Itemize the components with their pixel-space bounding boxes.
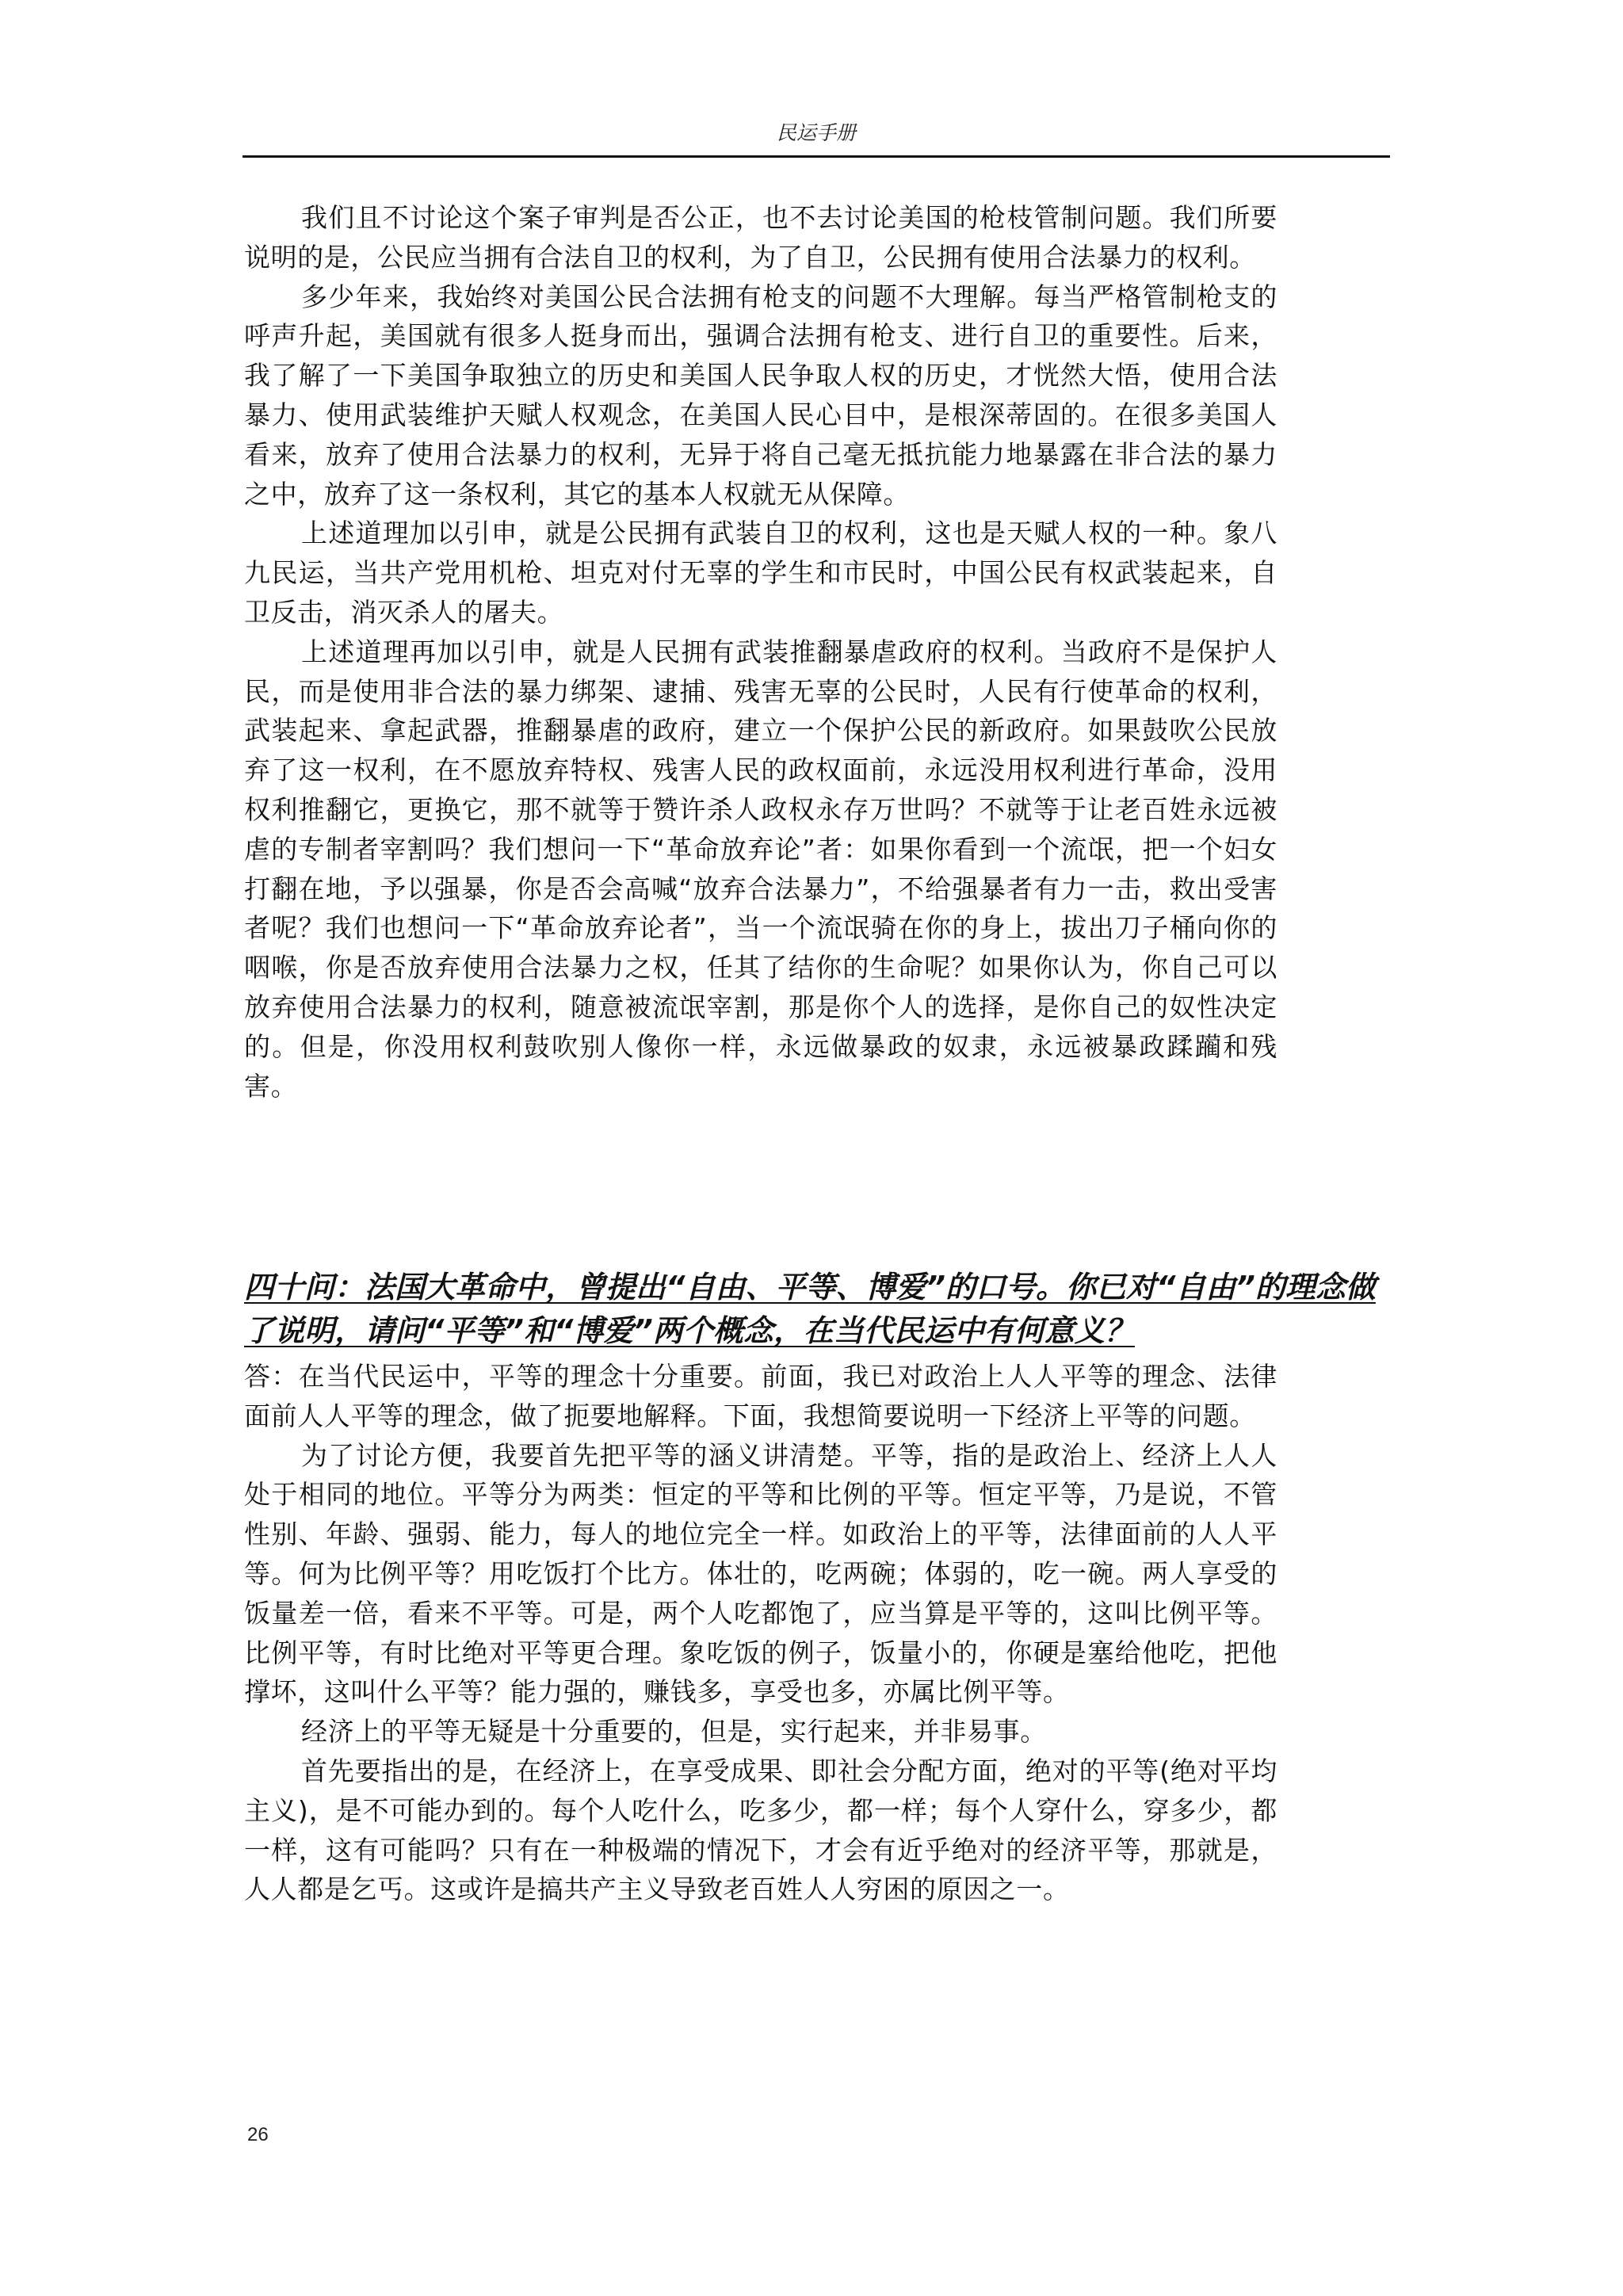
answer-paragraph: 答：在当代民运中，平等的理念十分重要。前面，我已对政治上人人平等的理念、法律面前人人平等的理念，做了扼要地解释。下面，我想简要说明一下经济上平等的问题。 (244, 1361, 1277, 1431)
paragraph: 经济上的平等无疑是十分重要的，但是，实行起来，并非易事。 (301, 1716, 1047, 1748)
paragraph: 上述道理再加以引申，就是人民拥有武装推翻暴虐政府的权利。当政府不是保护人民，而是使用非合法的暴力绑架、逮捕、残害无辜的公民时，人民有行使革命的权利，武装起来、拿起武器，推翻暴虐的政府，建立一个保护公民的新政府。如果鼓吹公民放弃了这一权利，在不愿放弃特权、残害人民的政权面前，永远没用权利进行革命，没用权利推翻它，更换它，那不就等于赞许杀人政权永存万世吗？不就等于让老百姓永远被虐的专制者宰割吗？我们想问一下“革命放弃论”者：如果你看到一个流氓，把一个妇女打翻在地，予以强暴，你是否会高喊“放弃合法暴力”，不给强暴者有力一击，救出受害者呢？我们也想问一下“革命放弃论者”，当一个流氓骑在你的身上，拔出刀子桶向你的咽喉，你是否放弃使用合法暴力之权，任其了结你的生命呢？如果你认为，你自己可以放弃使用合法暴力的权利，随意被流氓宰割，那是你个人的选择，是你自己的奴性决定的。但是，你没用权利鼓吹别人像你一样，永远做暴政的奴隶，永远被暴政蹂躏和残害。 (244, 636, 1277, 1102)
header-rule (242, 155, 1390, 158)
paragraph: 上述道理加以引申，就是公民拥有武装自卫的权利，这也是天赋人权的一种。象八九民运，当共产党用机枪、坦克对付无辜的学生和市民时，中国公民有权武装起来，自卫反击，消灭杀人的屠夫。 (244, 518, 1277, 628)
running-header-title: 民运手册 (776, 121, 856, 144)
paragraph: 首先要指出的是，在经济上，在享受成果、即社会分配方面，绝对的平等(绝对平均主义)，是不可能办到的。每个人吃什么，吃多少，都一样；每个人穿什么，穿多少，都一样，这有可能吗？只有在一种极端的情况下，才会有近乎绝对的经济平等，那就是，人人都是乞丐。这或许是搞共产主义导致老百姓人人穷困的原因之一。 (244, 1755, 1277, 1905)
section-body-2 (244, 1357, 1277, 1909)
paragraph: 多少年来，我始终对美国公民合法拥有枪支的问题不大理解。每当严格管制枪支的呼声升起，美国就有很多人挺身而出，强调合法拥有枪支、进行自卫的重要性。后来，我了解了一下美国争取独立的历史和美国人民争取人权的历史，才恍然大悟，使用合法暴力、使用武装维护天赋人权观念，在美国人民心目中，是根深蒂固的。在很多美国人看来，放弃了使用合法暴力的权利，无异于将自己毫无抵抗能力地暴露在非合法的暴力之中，放弃了这一条权利，其它的基本人权就无从保障。 (244, 281, 1277, 510)
page-number: 26 (247, 2124, 269, 2145)
paragraph: 为了讨论方便，我要首先把平等的涵义讲清楚。平等，指的是政治上、经济上人人处于相同的地位。平等分为两类：恒定的平等和比例的平等。恒定平等，乃是说，不管性别、年龄、强弱、能力，每人的地位完全一样。如政治上的平等，法律面前的人人平等。何为比例平等？用吃饭打个比方。体壮的，吃两碗；体弱的，吃一碗。两人享受的饭量差一倍，看来不平等。可是，两个人吃都饱了，应当算是平等的，这叫比例平等。比例平等，有时比绝对平等更合理。象吃饭的例子，饭量小的，你硬是塞给他吃，把他撑坏，这叫什么平等？能力强的，赚钱多，享受也多，亦属比例平等。 (244, 1439, 1277, 1708)
paragraph: 我们且不讨论这个案子审判是否公正，也不去讨论美国的枪枝管制问题。我们所要说明的是，公民应当拥有合法自卫的权利，为了自卫，公民拥有使用合法暴力的权利。 (244, 202, 1277, 273)
section-body-1 (244, 198, 1277, 1106)
question-heading: 四十问：法国大革命中，曾提出“自由、平等、博爱”的口号。你已对“自由”的理念做了说明，请问“平等”和“博爱”两个概念，在当代民运中有何意义？ (244, 1270, 1376, 1348)
